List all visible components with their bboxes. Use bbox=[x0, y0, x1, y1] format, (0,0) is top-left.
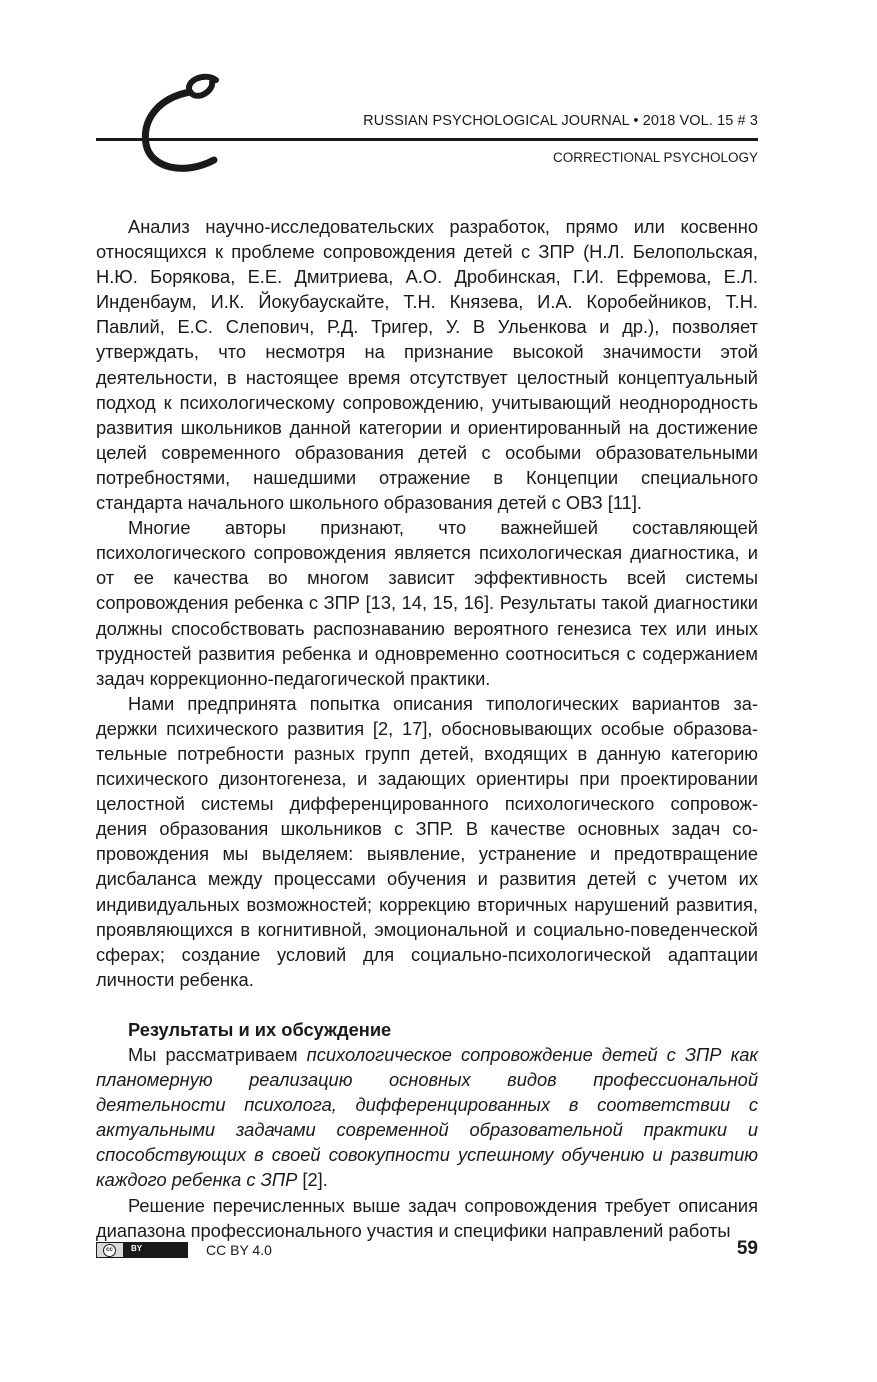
section-title: CORRECTIONAL PSYCHOLOGY bbox=[552, 150, 758, 165]
section-heading: Результаты и их обсуждение bbox=[128, 1018, 392, 1040]
article-body bbox=[96, 214, 758, 1243]
license-text: CC BY 4.0 bbox=[206, 1242, 272, 1258]
cc-license-badge[interactable] bbox=[96, 1242, 188, 1258]
citation: [2]. bbox=[297, 1169, 328, 1191]
cc-icon: cc bbox=[103, 1244, 116, 1257]
journal-title: RUSSIAN PSYCHOLOGICAL JOURNAL • 2018 VOL. 15 # 3 bbox=[363, 113, 758, 129]
page-footer bbox=[96, 1240, 758, 1264]
paragraph bbox=[96, 1042, 758, 1193]
journal-logo-icon bbox=[128, 68, 248, 188]
header-rule bbox=[96, 138, 758, 141]
paragraph-lead: Мы рассматриваем bbox=[128, 1044, 307, 1065]
cc-by-label: BY bbox=[131, 1244, 143, 1253]
page-number: 59 bbox=[736, 1238, 758, 1259]
definition-italic: психологическое сопровождение детей с ЗПР как планомерную реализацию основных видов профессиональной деятельности психолога, дифференцированных в соответствии с актуальными задачами современной образовательной практики и способствующих в своей совокупности успешному обучению и развитию каждого ребенка с ЗПР bbox=[96, 1044, 758, 1191]
paragraph: Многие авторы признают, что важнейшей составляющей психологического сопровождения является психологическая диагностика, и от ее качества во многом зависит эффективность всей системы сопровождения ребенка с ЗПР [13, 14, 15, 16]. Результаты такой диагностики должны способствовать распознаванию вероятного генезиса тех или иных трудностей развития ребенка и одновременно соотноситься с содержанием задач коррекционно-педагогической практики. bbox=[96, 517, 758, 689]
paragraph: Нами предпринята попытка описания типологических вариантов задержки психического развития [2, 17], обосновывающих особые образовательные потребности разных групп детей, входящих в данную категорию психического дизонтогенеза, и задающих ориентиры при проектировании целостной системы дифференцированного психологического сопровождения образования школьников с ЗПР. В качестве основных задач сопровождения мы выделяем: выявление, устранение и предотвращение дисбаланса между процессами обучения и развития детей с учетом их индивидуальных возможностей; коррекцию вторичных нарушений развития, проявляющихся в когнитивной, эмоциональной и социально-поведенческой сферах; создание условий для социально-психологической адаптации личности ребенка. bbox=[96, 692, 758, 990]
paragraph: Решение перечисленных выше задач сопровождения требует описания диапазона профессионального участия и специфики направлений работы bbox=[96, 1194, 758, 1241]
paragraph: Анализ научно-исследовательских разработок, прямо или косвенно относящихся к проблеме сопровождения детей с ЗПР (Н.Л. Белопольская, Н.Ю. Борякова, Е.Е. Дмитриева, А.О. Дробинская, Г.И. Ефремова, Е.Л. Инденбаум, И.К. Йокубаускайте, Т.Н. Князева, И.А. Коробейников, Т.Н. Павлий, Е.С. Слепович, Р.Д. Тригер, У. В Ульенкова и др.), позволяет утверждать, что несмотря на признание высокой значимости этой деятельности, в настоящее время отсутствует целостный концептуальный подход к психологическому сопровождению, учитывающий неоднородность развития школьников данной категории и ориентированный на достижение целей современного образования детей с особыми образовательными потребностями, нашедшими отражение в Концепции специального стандарта начального школьного образования детей с ОВЗ [11]. bbox=[96, 216, 758, 514]
